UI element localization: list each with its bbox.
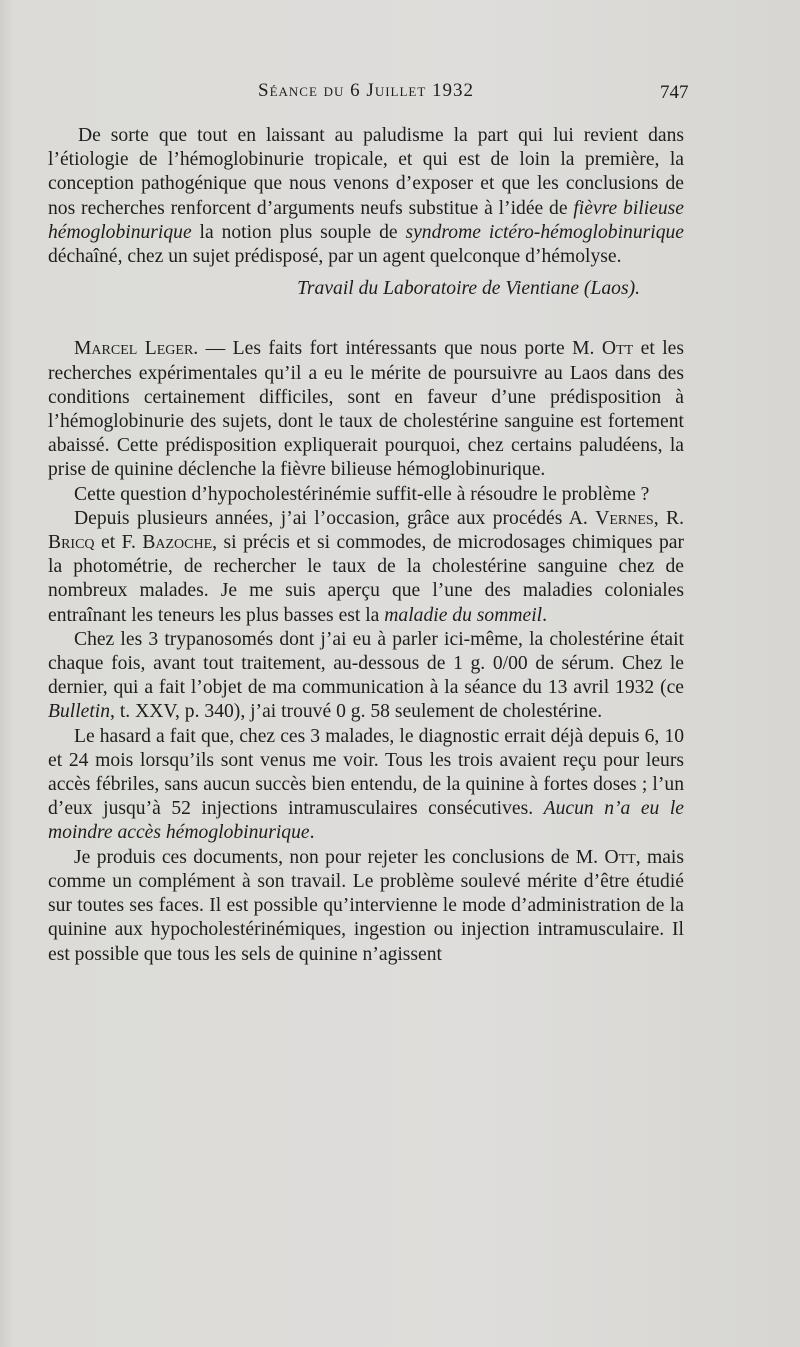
text-run: Le hasard a fait que, chez ces 3 malades, le diagnostic errait déjà depuis 6, 10 et 24 mois lorsqu’ils sont venus me voir. Tous les trois avaient reçu pour leurs accès fébriles, sans aucun succès bien entendu, de la quinine à fortes doses ; l’un d’eux jusqu’à 52 injections intramusculaires consécutives. [48,725,684,820]
text-run: Depuis plusieurs années, j’ai l’occasion, grâce aux procédés A. [74,507,596,529]
text-run: Je produis ces documents, non pour rejeter les conclusions de M. [74,846,605,868]
text-run: Chez les 3 trypanosomés dont j’ai eu à parler ici-même, la cholestérine était chaque fois, avant tout traitement, au-dessous de 1 g. 0/00 de sérum. Chez le dernier, qui a fait l’objet de ma communication à la séance du 13 avril 1932 (ce [48,628,684,699]
person-name: Ott [601,338,634,360]
person-name: Bazoche [142,532,213,554]
author-name: Marcel Leger. [74,338,199,360]
paragraph-cases [48,725,684,846]
laboratory-caption: Travail du Laboratoire de Vientiane (Laos). [297,278,640,300]
text-run: la notion plus souple de [191,221,406,243]
text-run: , mais comme un complément à son travail. Le problème soulevé mérite d’être étudié sur toutes ses faces. Il est possible qu’intervienne le mode d’administration de la quinine aux hypocholestérinémiques, ingestion ou injection intramusculaire. Il est possible que tous les sels de quinine n’agissent [48,846,684,965]
text-run: . [542,604,548,626]
text-run: De sorte que tout en laissant au paludisme la part qui lui revient dans l’étiologie de l’hémoglobinurie tropicale, et qui est de loin la première, la conception pathogénique que nous venons d’exposer et que les conclusions de nos recherches renforcent d’arguments neufs substitue à l’idée de [48,125,684,219]
paragraph-trypanosomes [48,628,684,725]
paragraph-conclusion [48,124,684,269]
paragraph-question: Cette question d’hypocholestérinémie suffit-elle à résoudre le problème ? [74,483,650,505]
article-body [48,124,684,967]
text-run: et les recherches expérimentales qu’il a eu le mérite de poursuivre au Laos dans des conditions certainement difficiles, sont en faveur d’une prédisposition à l’hémoglobinurie des sujets, dont le taux de cholestérine sanguine est fortement abaissé. Cette prédisposition expliquerait pourquoi, chez certains paludéens, la prise de quinine déclenche la fièvre bilieuse hémoglobinurique. [48,338,684,481]
paragraph-discussion [48,846,684,967]
italic-term: fièvre bilieuse hémoglobinurique [48,197,684,243]
page-number: 747 [660,82,689,103]
paragraph-leger [48,337,684,482]
italic-term: Bulletin [48,701,111,723]
text-run: , t. XXV, p. 340), j’ai trouvé 0 g. 58 seulement de cholestérine. [110,701,603,723]
text-run: , si précis et si commodes, de microdosages chimiques par la photométrie, de rechercher le taux de la cholestérine sanguine chez de nombreux malades. Je me suis aperçu que l’une des maladies coloniales entraînant les teneurs les plus basses est la [48,532,684,626]
italic-term: syndrome ictéro-hémoglobinurique [405,221,684,243]
person-name: Ott [604,846,636,868]
paragraph-methods [48,507,684,628]
text-run: . [309,822,315,844]
text-run: déchaîné, chez un sujet prédisposé, par un agent quelconque d’hémolyse. [48,246,622,268]
italic-term: maladie du sommeil [384,604,543,626]
italic-term: Aucun n’a eu le moindre accès hémoglobinurique [48,798,684,844]
text-run: et F. [94,532,143,554]
person-name: Bricq [48,532,95,554]
running-title: Séance du 6 Juillet 1932 [258,80,475,101]
text-run: , R. [653,507,684,529]
person-name: Vernes [595,507,654,529]
text-run: — Les faits fort intéressants que nous porte M. [198,338,602,360]
